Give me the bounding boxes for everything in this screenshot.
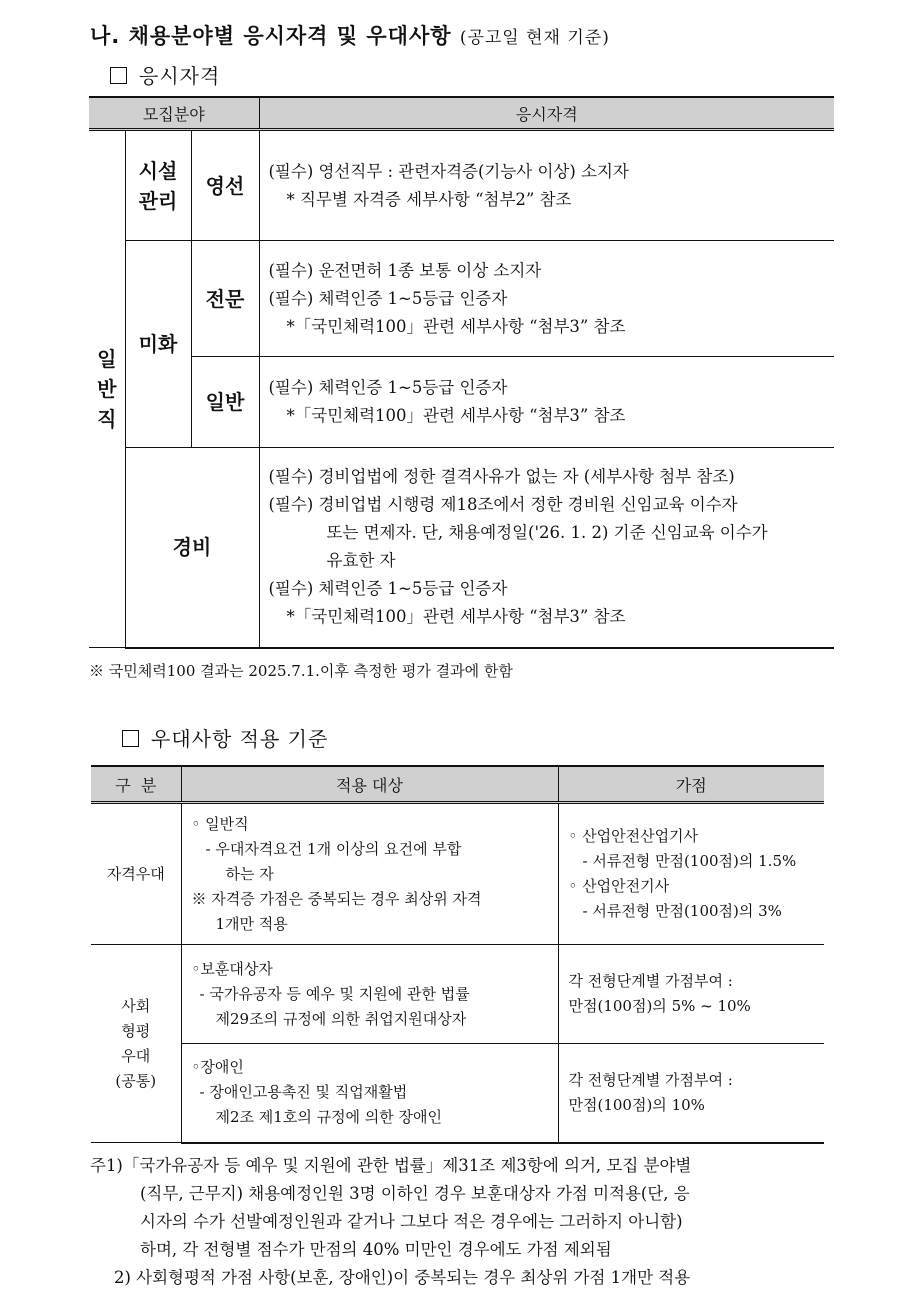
footnote-line: 주1)「국가유공자 등 예우 및 지원에 관한 법률」제31조 제3항에 의거, 모집 분야별	[90, 1156, 692, 1175]
table-row	[91, 1044, 824, 1143]
table-row	[91, 945, 824, 1044]
sub-label: 일반	[191, 357, 259, 448]
table-header-row	[89, 97, 834, 130]
target-cell: ◦장애인 - 장애인고용촉진 및 직업재활법 제2조 제1호의 규정에 의한 장애인	[181, 1044, 558, 1143]
sub-label: 영선	[191, 130, 259, 241]
footnote-line: 2) 사회형평적 가점 사항(보훈, 장애인)이 중복되는 경우 최상위 가점 1개만 적용	[114, 1268, 691, 1287]
col-header-target: 적용 대상	[181, 766, 558, 803]
eligibility-note: ※ 국민체력100 결과는 2025.7.1.이후 측정한 평가 결과에 한함	[89, 662, 513, 680]
footnote-line: (직무, 근무지) 채용예정인원 3명 이하인 경우 보훈대상자 가점 미적용(단, 응	[140, 1184, 690, 1203]
col-header-division: 구 분	[91, 766, 181, 803]
qualification-cell: (필수) 운전면허 1종 보통 이상 소지자 (필수) 체력인증 1~5등급 인증자 *「국민체력100」관련 세부사항 “첨부3” 참조	[259, 241, 834, 357]
table-header-row	[91, 766, 824, 803]
points-cell: 각 전형단계별 가점부여 : 만점(100점)의 10%	[558, 1044, 824, 1143]
checkbox-square-icon	[110, 67, 127, 84]
footnotes	[90, 1152, 850, 1292]
qualification-cell: (필수) 체력인증 1~5등급 인증자 *「국민체력100」관련 세부사항 “첨부3” 참조	[259, 357, 834, 448]
table-row	[89, 130, 834, 241]
section-subtitle: (공고일 현재 기준)	[459, 28, 610, 48]
table-row	[89, 241, 834, 357]
table-row	[89, 448, 834, 648]
sub-label: 경비	[125, 448, 259, 648]
preference-table	[91, 765, 824, 1144]
beautify-label: 미화	[125, 241, 191, 448]
qual-preference-label: 자격우대	[91, 803, 181, 945]
col-header-points: 가점	[558, 766, 824, 803]
preference-heading: 우대사항 적용 기준	[122, 723, 328, 752]
eligibility-table	[89, 96, 834, 649]
table-row	[89, 357, 834, 448]
social-preference-label: 사회 형평 우대 (공통)	[91, 945, 181, 1143]
group-label: 일 반 직	[89, 130, 125, 648]
eligibility-heading: 응시자격	[110, 60, 220, 89]
points-cell: ◦ 산업안전산업기사 - 서류전형 만점(100점)의 1.5% ◦ 산업안전기사 - 서류전형 만점(100점)의 3%	[558, 803, 824, 945]
footnote-line: 시자의 수가 선발예정인원과 같거나 그보다 적은 경우에는 그러하지 아니함)	[140, 1212, 683, 1231]
table-row	[91, 803, 824, 945]
facility-label: 시설 관리	[125, 130, 191, 241]
sub-label: 전문	[191, 241, 259, 357]
qualification-cell: (필수) 영선직무 : 관련자격증(기능사 이상) 소지자 * 직무별 자격증 세부사항 “첨부2” 참조	[259, 130, 834, 241]
target-cell: ◦ 일반직 - 우대자격요건 1개 이상의 요건에 부합 하는 자 ※ 자격증 가점은 중복되는 경우 최상위 자격 1개만 적용	[181, 803, 558, 945]
col-header-field: 모집분야	[89, 97, 259, 130]
checkbox-square-icon	[122, 730, 139, 747]
section-title: 나. 채용분야별 응시자격 및 우대사항 (공고일 현재 기준)	[90, 24, 610, 48]
target-cell: ◦보훈대상자 - 국가유공자 등 예우 및 지원에 관한 법률 제29조의 규정에 의한 취업지원대상자	[181, 945, 558, 1044]
footnote-line: 하며, 각 전형별 점수가 만점의 40% 미만인 경우에도 가점 제외됨	[140, 1240, 612, 1259]
points-cell: 각 전형단계별 가점부여 : 만점(100점)의 5% ~ 10%	[558, 945, 824, 1044]
col-header-qualification: 응시자격	[259, 97, 834, 130]
qualification-cell: (필수) 경비업법에 정한 결격사유가 없는 자 (세부사항 첨부 참조) (필수) 경비업법 시행령 제18조에서 정한 경비원 신임교육 이수자 또는 면제자. 단, 채용예정일('26. 1. 2) 기준 신임교육 이수가 유효한 자 (필수) 체력인증 1~5등급 인증자 *「국민체력100」관련 세부사항 “첨부3” 참조	[259, 448, 834, 648]
